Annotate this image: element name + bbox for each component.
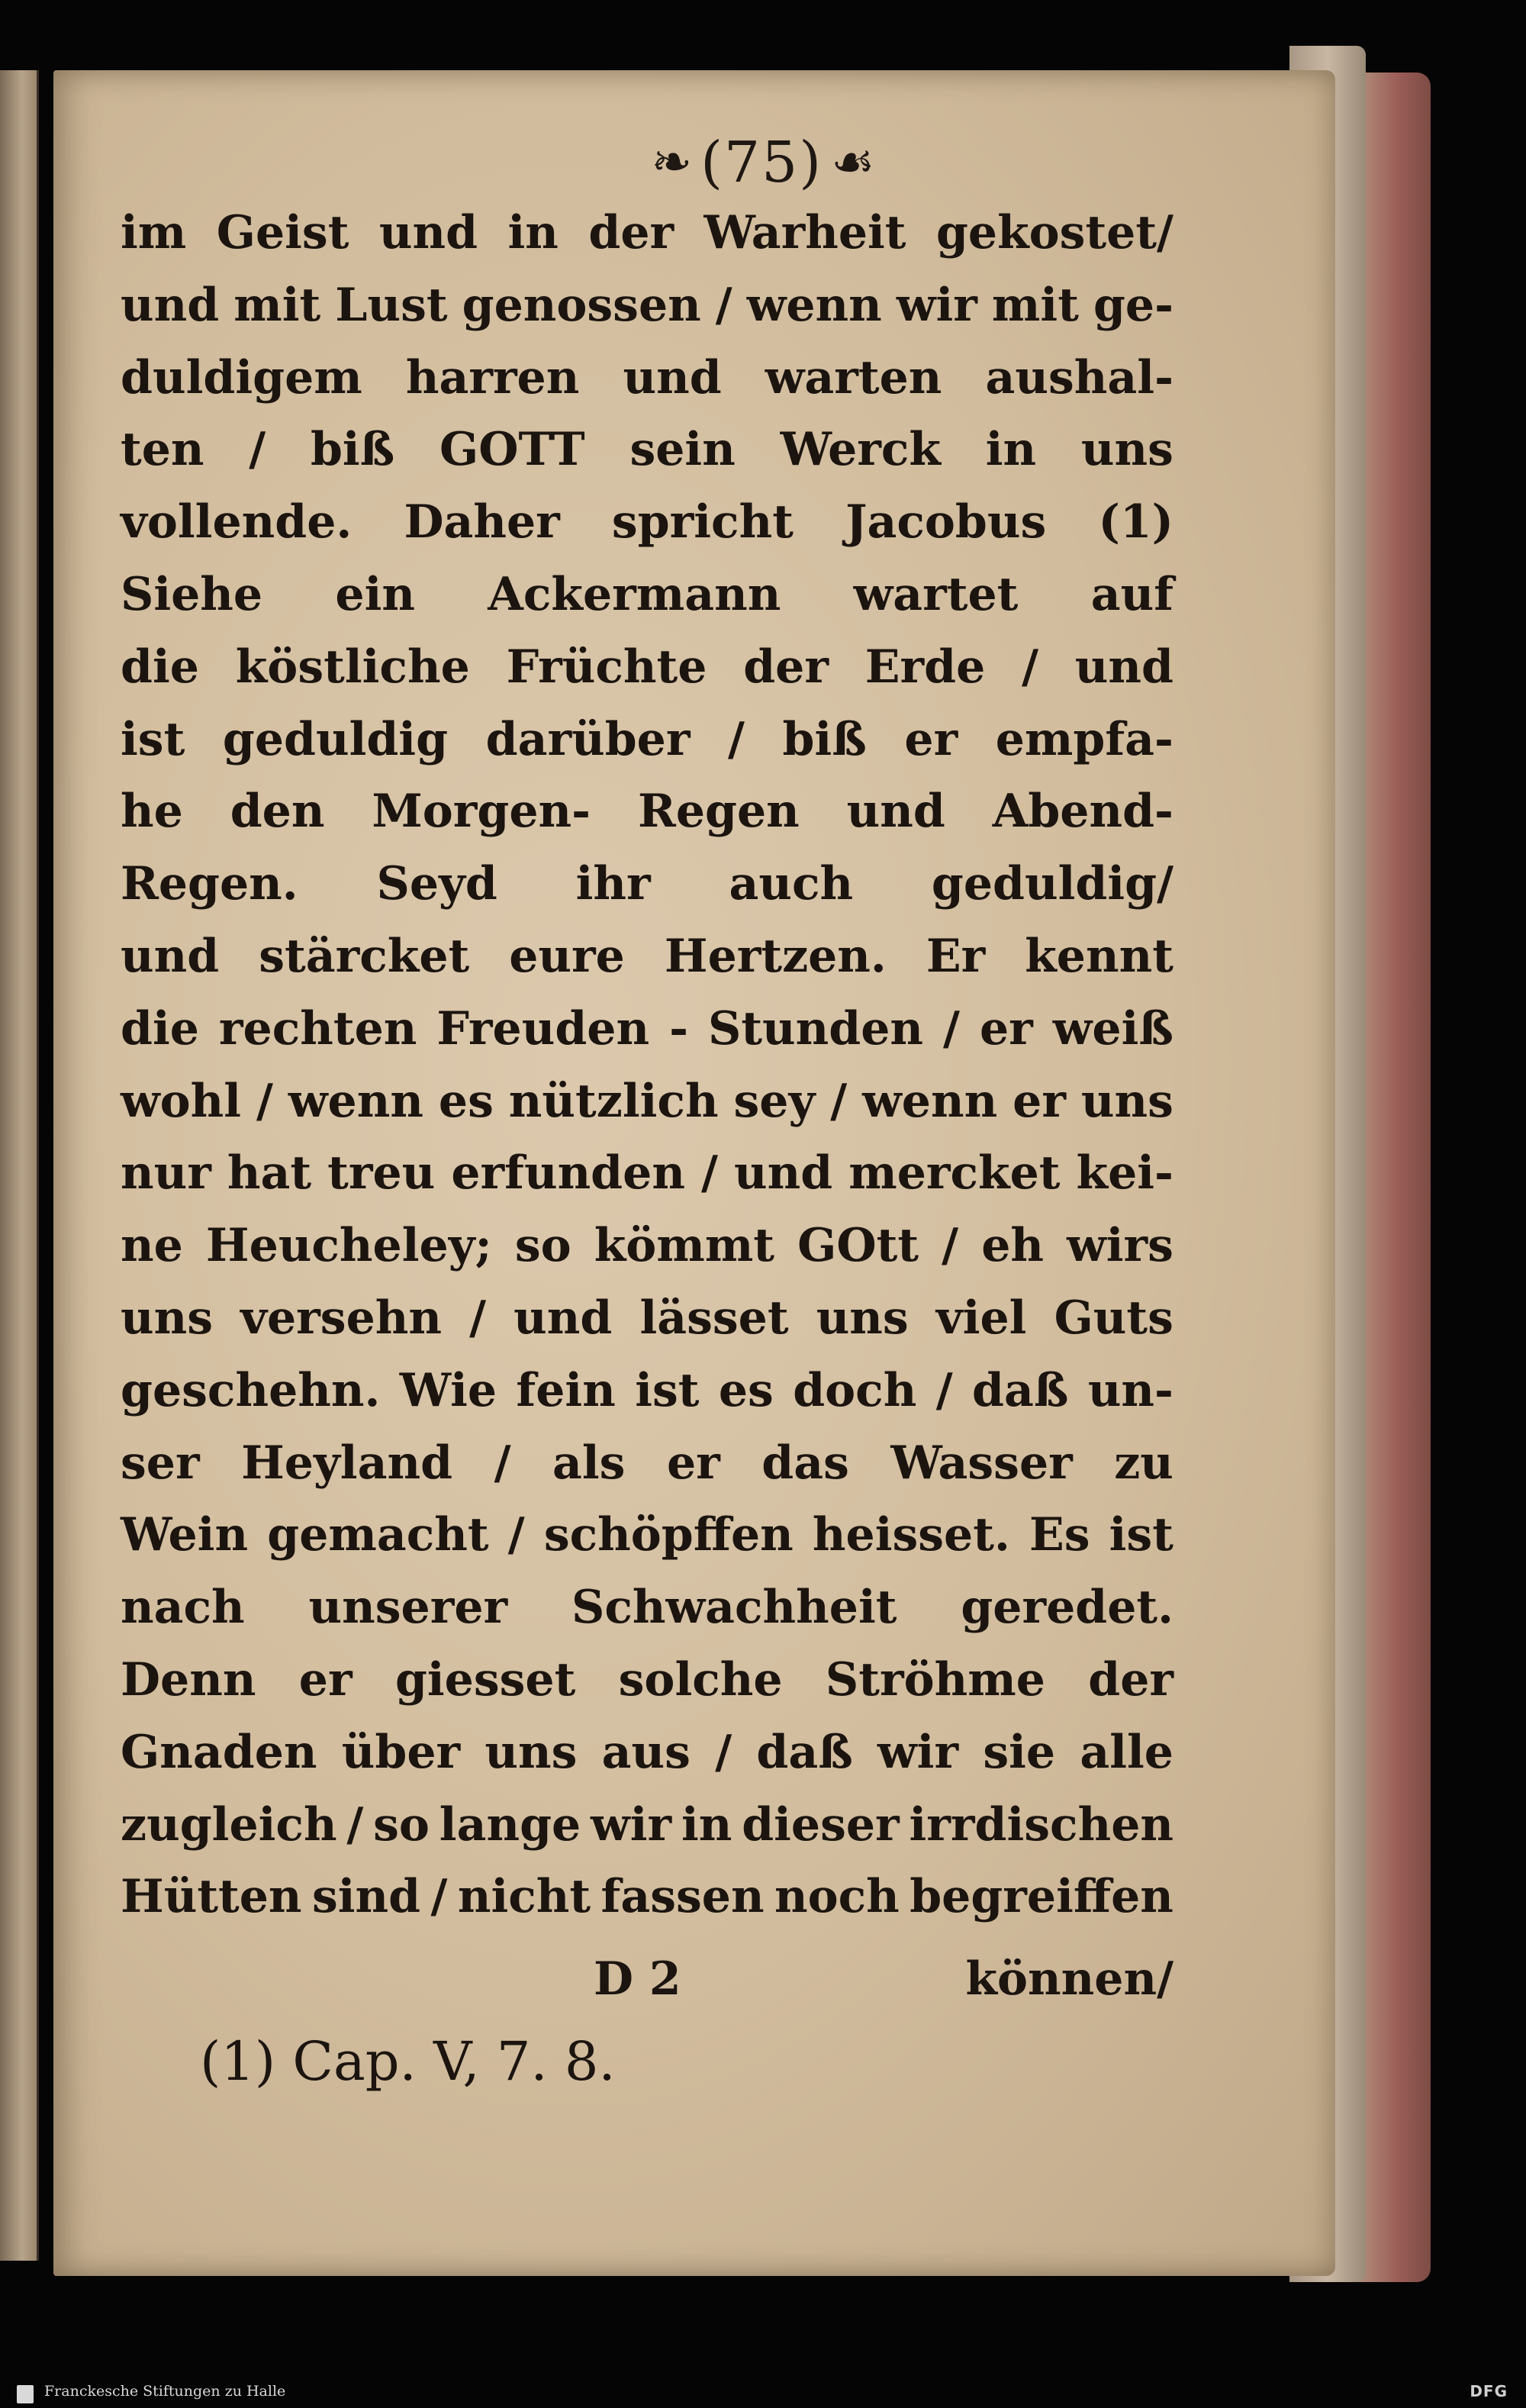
word: rechten	[218, 1001, 417, 1056]
word: Heucheley;	[205, 1219, 492, 1273]
word: unserer	[308, 1581, 508, 1635]
word: zu	[1114, 1436, 1173, 1490]
word: wenn	[862, 1074, 998, 1128]
word: Erde	[864, 640, 986, 694]
text-line	[121, 1644, 1173, 1717]
word: uns	[1080, 1074, 1173, 1128]
word: GOTT	[439, 423, 585, 477]
word: Jacobus	[845, 495, 1047, 550]
signature-mark: D 2	[594, 1952, 681, 2006]
word: in	[681, 1797, 732, 1852]
word: der	[1088, 1652, 1173, 1707]
word: und	[1074, 640, 1173, 694]
word: Stunden	[707, 1001, 924, 1056]
word: Regen.	[121, 857, 298, 911]
word: und	[378, 206, 478, 259]
word: uns	[121, 1291, 214, 1345]
word: mit	[233, 278, 321, 332]
word: versehn	[240, 1291, 442, 1345]
word: duldigem	[121, 350, 362, 405]
text-line	[121, 993, 1173, 1065]
word: kömmt	[594, 1219, 775, 1273]
word: begreiffen	[909, 1870, 1173, 1924]
word: biß	[782, 712, 867, 766]
word: lässet	[639, 1291, 789, 1345]
word: weiß	[1052, 1001, 1173, 1056]
word: Abend-	[992, 785, 1173, 839]
text-line	[121, 631, 1173, 704]
word: in	[985, 423, 1037, 477]
body-text	[121, 197, 1173, 1933]
word: /	[346, 1797, 364, 1852]
word: Schwachheit	[571, 1581, 897, 1635]
word: doch	[793, 1363, 917, 1417]
word: und	[121, 929, 220, 983]
word: wenn	[288, 1074, 423, 1128]
word: Hütten	[121, 1870, 302, 1924]
word: er	[666, 1436, 720, 1490]
word: sie	[983, 1725, 1056, 1779]
word: der	[743, 640, 829, 694]
word: und	[623, 350, 722, 405]
text-line	[121, 848, 1173, 920]
word: Warheit	[703, 206, 906, 259]
word: ser	[121, 1436, 200, 1490]
word: Freuden	[436, 1001, 650, 1056]
word: Werck	[780, 423, 941, 477]
word: auf	[1090, 567, 1173, 621]
word: heisset.	[812, 1508, 1010, 1562]
ornament-right-icon: ☙	[831, 134, 875, 191]
word: daß	[756, 1725, 853, 1779]
word: /	[935, 1363, 953, 1417]
text-line	[121, 1861, 1173, 1933]
word: geduldig/	[931, 857, 1173, 911]
word: /	[700, 1146, 718, 1201]
word: wirs	[1067, 1219, 1173, 1273]
catchword: können/	[965, 1952, 1173, 2006]
word: biß	[310, 423, 395, 477]
word: und	[121, 278, 220, 332]
word: /	[942, 1219, 959, 1273]
word: der	[588, 206, 674, 259]
word: nützlich	[508, 1074, 719, 1128]
word: nach	[121, 1581, 245, 1635]
text-line	[121, 486, 1173, 559]
text-line	[121, 920, 1173, 993]
page-foot-row	[121, 1952, 1173, 2021]
word: und	[513, 1291, 613, 1345]
word: uns	[485, 1725, 578, 1779]
footnote: (1) Cap. V, 7. 8.	[200, 2030, 616, 2093]
institution-logo-icon	[17, 2385, 34, 2403]
word: wenn	[746, 278, 882, 332]
word: genossen	[462, 278, 701, 332]
word: -	[669, 1001, 688, 1056]
word: darüber	[485, 712, 691, 766]
word: /	[507, 1508, 525, 1562]
word: das	[761, 1436, 849, 1490]
text-line	[121, 1789, 1173, 1862]
word: treu	[327, 1146, 436, 1201]
word: ist	[121, 712, 185, 766]
word: un-	[1087, 1363, 1173, 1417]
page-header	[0, 130, 1526, 206]
word: wartet	[853, 567, 1019, 621]
word: vollende.	[121, 495, 353, 550]
word: fassen	[600, 1870, 765, 1924]
word: Es	[1029, 1508, 1090, 1562]
text-line	[121, 1571, 1173, 1644]
word: wir	[877, 1725, 959, 1779]
word: he	[121, 785, 183, 839]
word: /	[256, 1074, 273, 1128]
word: Guts	[1054, 1291, 1173, 1345]
word: über	[341, 1725, 461, 1779]
word: gekostet/	[935, 206, 1173, 259]
text-line	[121, 1355, 1173, 1427]
word: er	[298, 1652, 353, 1707]
text-line	[121, 559, 1173, 631]
word: giesset	[394, 1652, 576, 1707]
text-line	[121, 414, 1173, 486]
word: Er	[926, 929, 986, 983]
word: stärcket	[259, 929, 470, 983]
word: mit	[991, 278, 1079, 332]
word: die	[121, 1001, 199, 1056]
word: solche	[618, 1652, 783, 1707]
word: kennt	[1025, 929, 1173, 983]
word: ihr	[575, 857, 651, 911]
ornament-left-icon: ❧	[651, 134, 693, 191]
word: geredet.	[961, 1581, 1173, 1635]
word: uns	[1080, 423, 1173, 477]
word: Siehe	[121, 567, 263, 621]
word: auch	[729, 857, 854, 911]
word: mercket	[848, 1146, 1061, 1201]
word: dieser	[742, 1797, 900, 1852]
previous-page-edge	[0, 70, 39, 2261]
word: Geist	[216, 206, 349, 259]
word: /	[830, 1074, 848, 1128]
word: er	[904, 712, 958, 766]
word: ten	[121, 423, 204, 477]
word: Früchte	[506, 640, 707, 694]
word: Hertzen.	[664, 929, 887, 983]
word: Regen	[637, 785, 800, 839]
word: ne	[121, 1219, 183, 1273]
text-line	[121, 1499, 1173, 1571]
text-line	[121, 1427, 1173, 1500]
text-line	[121, 1282, 1173, 1355]
dfg-logo: DFG	[1470, 2382, 1508, 2400]
word: (1)	[1098, 495, 1173, 550]
word: in	[507, 206, 559, 259]
word: Seyd	[376, 857, 497, 911]
word: erfunden	[451, 1146, 685, 1201]
word: im	[121, 206, 187, 259]
word: irrdischen	[909, 1797, 1173, 1852]
word: Heyland	[241, 1436, 453, 1490]
word: die	[121, 640, 199, 694]
word: nur	[121, 1146, 211, 1201]
word: sein	[629, 423, 736, 477]
word: /	[1022, 640, 1038, 694]
word: Wie	[399, 1363, 497, 1417]
word: eh	[981, 1219, 1044, 1273]
word: schöpffen	[543, 1508, 794, 1562]
word: /	[715, 278, 732, 332]
word: noch	[774, 1870, 900, 1924]
word: Wein	[121, 1508, 249, 1562]
word: den	[230, 785, 325, 839]
word: sind	[311, 1870, 421, 1924]
word: als	[552, 1436, 626, 1490]
word: es	[718, 1363, 774, 1417]
word: geduldig	[222, 712, 449, 766]
word: /	[469, 1291, 487, 1345]
text-line	[121, 1210, 1173, 1282]
word: kei-	[1076, 1146, 1173, 1201]
word: ge-	[1093, 278, 1173, 332]
word: sey	[733, 1074, 816, 1128]
word: aus	[601, 1725, 691, 1779]
word: lange	[439, 1797, 581, 1852]
word: köstliche	[235, 640, 470, 694]
word: wir	[896, 278, 977, 332]
word: wohl	[121, 1074, 242, 1128]
text-line	[121, 342, 1173, 414]
institution-name: Franckesche Stiftungen zu Halle	[44, 2383, 286, 2400]
text-line	[121, 1717, 1173, 1789]
word: gemacht	[267, 1508, 489, 1562]
word: aushal-	[985, 350, 1173, 405]
text-line	[121, 197, 1173, 269]
word: und	[846, 785, 945, 839]
text-line	[121, 775, 1173, 848]
page-number: (75)	[700, 130, 823, 195]
word: Ackermann	[488, 567, 781, 621]
word: daß	[972, 1363, 1069, 1417]
word: warten	[765, 350, 942, 405]
word: hat	[227, 1146, 312, 1201]
word: ein	[335, 567, 415, 621]
word: harren	[405, 350, 580, 405]
word: Morgen-	[372, 785, 591, 839]
text-line	[121, 1137, 1173, 1210]
word: und	[733, 1146, 833, 1201]
text-line	[121, 269, 1173, 342]
word: spricht	[611, 495, 794, 550]
word: ist	[1109, 1508, 1173, 1562]
text-line	[121, 704, 1173, 776]
word: Denn	[121, 1652, 256, 1707]
word: /	[728, 712, 745, 766]
word: so	[373, 1797, 430, 1852]
word: wir	[591, 1797, 672, 1852]
word: fein	[516, 1363, 616, 1417]
word: viel	[935, 1291, 1027, 1345]
word: es	[438, 1074, 494, 1128]
word: Ströhme	[825, 1652, 1045, 1707]
word: eure	[509, 929, 625, 983]
word: alle	[1080, 1725, 1173, 1779]
word: er	[979, 1001, 1033, 1056]
word: uns	[816, 1291, 909, 1345]
word: Daher	[404, 495, 560, 550]
word: so	[514, 1219, 571, 1273]
word: er	[1013, 1074, 1066, 1128]
word: GOtt	[797, 1219, 919, 1273]
word: zugleich	[121, 1797, 337, 1852]
word: geschehn.	[121, 1363, 381, 1417]
word: /	[715, 1725, 732, 1779]
word: ist	[635, 1363, 700, 1417]
word: Wasser	[890, 1436, 1073, 1490]
word: empfa-	[995, 712, 1173, 766]
text-line	[121, 1065, 1173, 1138]
word: /	[249, 423, 266, 477]
word: Gnaden	[121, 1725, 317, 1779]
word: /	[943, 1001, 960, 1056]
word: nicht	[457, 1870, 591, 1924]
word: /	[430, 1870, 448, 1924]
word: Lust	[335, 278, 448, 332]
word: /	[494, 1436, 511, 1490]
